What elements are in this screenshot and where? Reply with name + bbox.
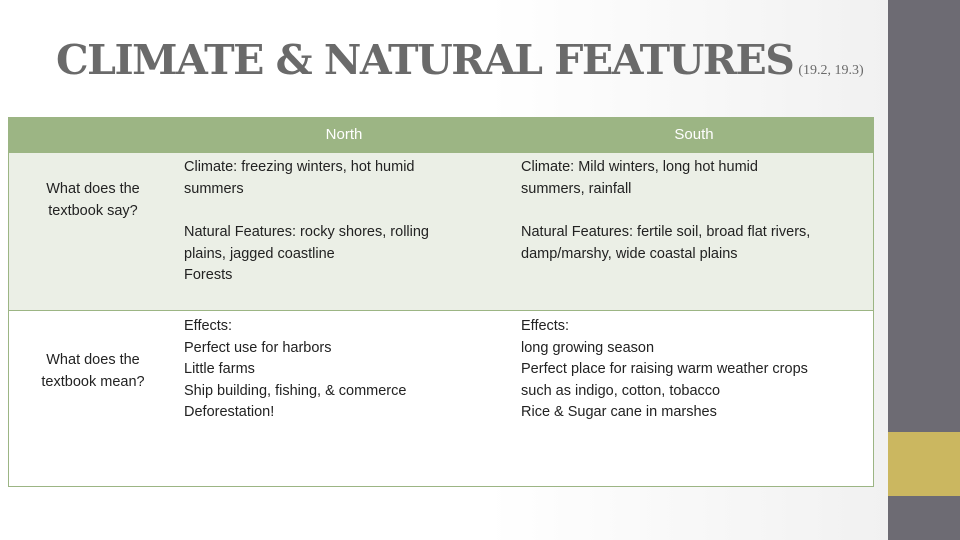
north-features-line: plains, jagged coastline bbox=[184, 245, 335, 262]
south-features-line: damp/marshy, wide coastal plains bbox=[521, 245, 738, 262]
row-label-line: What does the bbox=[46, 352, 140, 368]
header-south: South bbox=[674, 126, 714, 143]
north-effects-line: Perfect use for harbors bbox=[184, 339, 332, 356]
table-row-textbook-mean bbox=[9, 311, 873, 486]
title-text: CLIMATE & NATURAL FEATURES bbox=[56, 36, 794, 84]
table-row-textbook-say bbox=[9, 153, 873, 311]
south-features-cell bbox=[521, 222, 810, 265]
north-climate-cell bbox=[184, 157, 415, 200]
north-effects-line: Deforestation! bbox=[184, 404, 275, 420]
south-features-line: Natural Features: fertile soil, broad flat rivers, bbox=[521, 224, 811, 240]
south-climate-line: Climate: Mild winters, long hot humid bbox=[521, 159, 758, 175]
decorative-accent-block bbox=[888, 432, 960, 496]
north-features-line: Natural Features: rocky shores, rolling bbox=[184, 224, 429, 240]
south-effects-cell bbox=[521, 316, 808, 424]
north-features-cell bbox=[184, 222, 429, 287]
south-effects-line: Effects: bbox=[521, 318, 570, 334]
north-effects-line: Ship building, fishing, & commerce bbox=[184, 382, 407, 399]
north-effects-line: Little farms bbox=[184, 361, 255, 377]
table-header-row bbox=[9, 118, 873, 153]
south-climate-line: summers, rainfall bbox=[521, 180, 632, 197]
north-effects-cell bbox=[184, 316, 406, 424]
comparison-table bbox=[8, 117, 874, 487]
north-effects-line: Effects: bbox=[184, 318, 233, 334]
header-north: North bbox=[325, 126, 363, 143]
south-climate-cell bbox=[521, 157, 758, 200]
north-climate-line: summers bbox=[184, 180, 244, 197]
south-effects-line: Perfect place for raising warm weather crops bbox=[521, 361, 808, 377]
south-effects-line: Rice & Sugar cane in marshes bbox=[521, 404, 717, 420]
north-climate-line: Climate: freezing winters, hot humid bbox=[184, 159, 415, 175]
row-label-line: textbook mean? bbox=[41, 373, 145, 390]
row-label-line: textbook say? bbox=[48, 202, 138, 219]
slide-title bbox=[56, 36, 864, 84]
south-effects-line: such as indigo, cotton, tobacco bbox=[521, 382, 721, 399]
south-effects-line: long growing season bbox=[521, 339, 655, 356]
title-reference: (19.2, 19.3) bbox=[798, 63, 864, 78]
row-label-textbook-say bbox=[15, 179, 171, 222]
row-label-textbook-mean bbox=[15, 350, 171, 393]
north-features-line: Forests bbox=[184, 267, 233, 283]
row-label-line: What does the bbox=[46, 181, 140, 197]
